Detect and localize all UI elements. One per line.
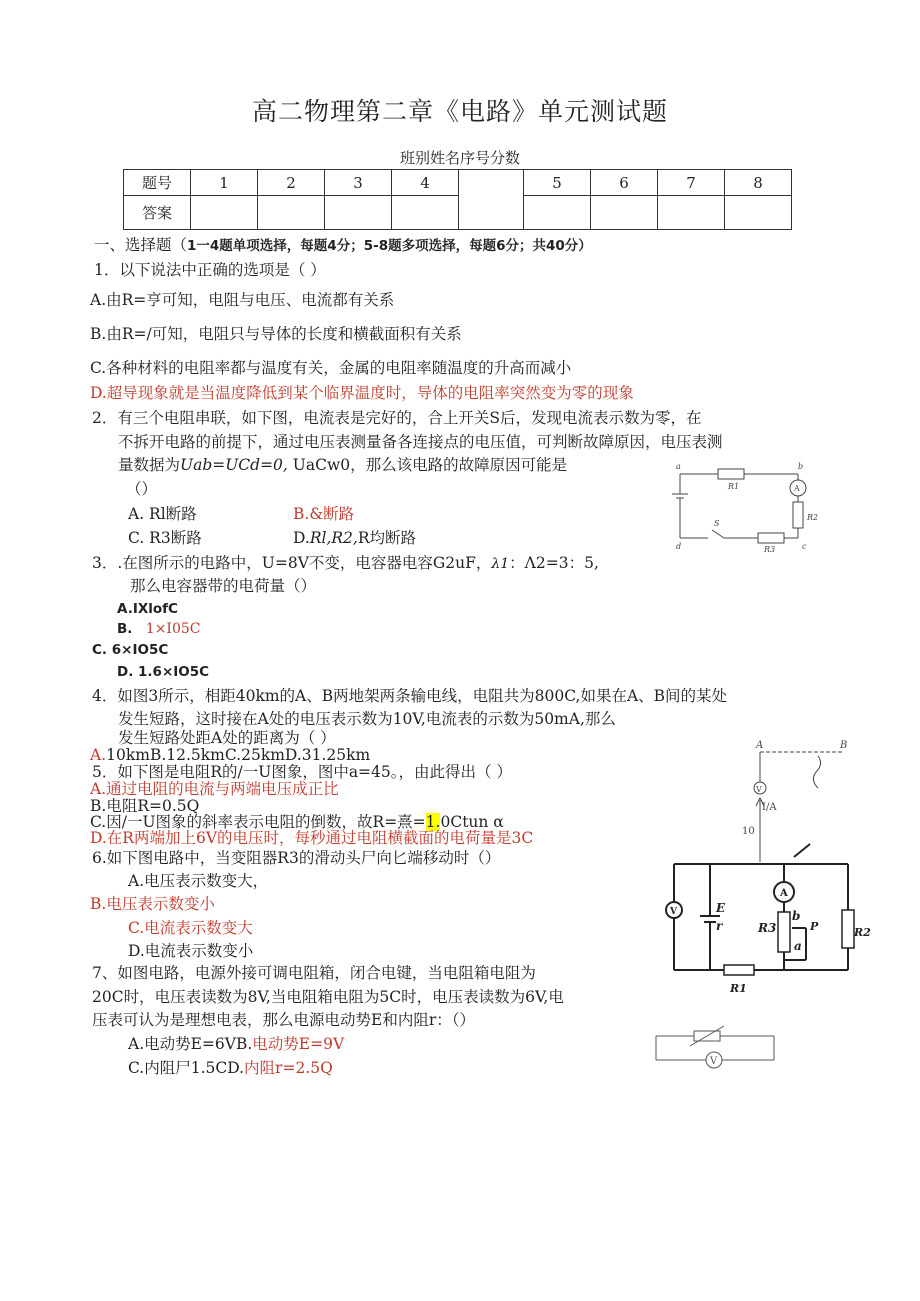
q1-option-a: A.由R=亨可知，电阻与电压、电流都有关系 — [90, 291, 395, 309]
q6-stem: 6.如下图电路中，当变阻器R3的滑动头尸向匕端移动时（） — [92, 849, 501, 867]
q3-option-a: A.IXlofC — [117, 601, 178, 617]
q7-line2: 20C时，电压表读数为8V,当电阻箱电阻为5C时，电压表读数为6V,电 — [92, 988, 564, 1006]
q6-option-d: D.电流表示数变小 — [128, 942, 254, 960]
answer-cell[interactable] — [658, 196, 725, 230]
section-heading: 一、选择题（1一4题单项选择，每题4分；5-8题多项选择，每题6分；共40分） — [94, 236, 592, 254]
q3-option-b: B. 1×I05C — [117, 621, 201, 637]
q6-option-a: A.电压表示数变大， — [128, 872, 269, 890]
question-number-cell: 8 — [725, 170, 792, 196]
table-row — [124, 196, 792, 230]
circuit-figure-4 — [650, 1020, 780, 1078]
axis-tick-10: 10 — [742, 826, 755, 837]
label-point-b: B — [840, 740, 848, 751]
answer-cell[interactable] — [591, 196, 658, 230]
q2-line1: 2．有三个电阻串联，如下图，电流表是完好的，合上开关S后，发现电流表示数为零，在 — [92, 409, 702, 427]
question-number-cell: 3 — [325, 170, 392, 196]
q7-line1: 7、如图电路，电源外接可调电阻箱，闭合电键，当电阻箱电阻为 — [92, 964, 536, 982]
label-slider-p: P — [810, 920, 819, 933]
circuit-figure-3 — [664, 852, 871, 998]
q2-option-c: C. R3断路 — [128, 529, 202, 547]
q3-option-d: D. 1.6×IO5C — [117, 664, 210, 680]
ammeter-icon: A — [794, 484, 800, 493]
table-row — [124, 170, 792, 196]
q6-option-b: B.电压表示数变小 — [90, 895, 215, 913]
q2-line2: 不拆开电路的前提下，通过电压表测量备各连接点的电压值，可判断故障原因，电压表测 — [118, 433, 723, 451]
q7-options-ab: A.电动势E=6VB.电动势E=9V — [128, 1035, 345, 1053]
label-point-a: A — [756, 740, 764, 751]
class-info-line: 班别姓名序号分数 — [399, 149, 520, 167]
answer-table — [123, 169, 792, 230]
answer-cell[interactable] — [524, 196, 591, 230]
q7-line3: 压表可认为是理想电表，那么电源电动势E和内阻r：（） — [92, 1011, 475, 1029]
question-number-cell: 5 — [524, 170, 591, 196]
q5-option-a: A.通过电阻的电流与两端电压成正比 — [90, 780, 339, 798]
q4-line3: 发生短路处距A处的距离为（ ） — [118, 729, 336, 747]
q5-option-d: D.在R两端加上6V的电压时，每秒通过电阻横截面的电荷量是3C — [90, 829, 534, 847]
label-r1: R1 — [728, 482, 740, 491]
empty-spacer-cell — [459, 170, 524, 230]
question-number-cell: 1 — [191, 170, 258, 196]
label-emf: E — [716, 901, 726, 915]
answer-cell[interactable] — [325, 196, 392, 230]
label-r1: R1 — [730, 982, 747, 995]
voltmeter-icon: V — [670, 907, 677, 917]
answer-cell[interactable] — [191, 196, 258, 230]
answer-cell[interactable] — [258, 196, 325, 230]
circuit-figure-1 — [668, 458, 828, 554]
label-c: c — [802, 542, 807, 551]
voltmeter-icon: V — [756, 785, 762, 794]
q4-line1: 4．如图3所示，相距40km的A、B两地架两条输电线，电阻共为800C,如果在A、B间的某处 — [92, 687, 728, 705]
q5-option-b: B.电阻R=0.5Q — [90, 797, 200, 815]
label-r2: R2 — [807, 513, 819, 522]
label-a-end: a — [794, 939, 802, 953]
q2-option-d: D.Rl,R2,R均断路 — [293, 529, 416, 547]
question-number-cell: 7 — [658, 170, 725, 196]
q3-line2: 那么电容器带的电荷量（） — [130, 577, 317, 595]
q5-option-c: C.因/一U图象的斜率表示电阻的倒数，故R=熹=1.0Ctun α — [90, 813, 504, 831]
q1-stem: 1．以下说法中正确的选项是（ ） — [94, 261, 326, 279]
q6-option-c: C.电流表示数变大 — [128, 919, 253, 937]
axis-label-current: I/A — [762, 802, 777, 813]
label-r3: R3 — [758, 921, 777, 935]
q2-option-b: B.&断路 — [293, 505, 355, 523]
row-label-answer: 答案 — [124, 196, 191, 230]
q2-paren: （） — [126, 480, 158, 498]
row-label-number: 题号 — [124, 170, 191, 196]
q1-option-c: C.各种材料的电阻率都与温度有关，金属的电阻率随温度的升高而减小 — [90, 359, 572, 377]
q7-options-cd: C.内阻尸1.5CD.内阻r=2.5Q — [128, 1059, 333, 1077]
q1-option-d: D.超导现象就是当温度降低到某个临界温度时，导体的电阻率突然变为零的现象 — [90, 384, 634, 402]
q4-options: A.10kmB.12.5kmC.25kmD.31.25km — [90, 746, 371, 764]
page-title: 高二物理第二章《电路》单元测试题 — [251, 97, 668, 126]
label-a: a — [676, 462, 681, 471]
label-b-end: b — [792, 909, 801, 923]
label-r3: R3 — [764, 545, 776, 554]
q4-line2: 发生短路，这时接在A处的电压表示数为10V,电流表的示数为50mA,那么 — [118, 710, 616, 728]
label-s: S — [714, 519, 720, 528]
q3-line1: 3．.在图所示的电路中，U=8V不变，电容器电容G2uF，λ1：Λ2=3：5, — [92, 554, 599, 572]
q5-stem: 5．如下图是电阻R的/一U图象，图中a=45。，由此得出（ ） — [92, 763, 512, 781]
q1-option-b: B.由R=/可知，电阻只与导体的长度和横截面积有关系 — [90, 325, 462, 343]
question-number-cell: 6 — [591, 170, 658, 196]
voltmeter-icon: V — [710, 1056, 718, 1067]
question-number-cell: 4 — [392, 170, 459, 196]
label-b: b — [798, 462, 804, 471]
q2-line3: 量数据为Uab=UCd=0, UaCw0，那么该电路的故障原因可能是 — [118, 456, 568, 474]
q3-option-c: C. 6×IO5C — [92, 642, 169, 658]
transmission-line-figure — [740, 738, 860, 863]
label-r2: R2 — [854, 926, 871, 939]
answer-cell[interactable] — [725, 196, 792, 230]
label-d: d — [676, 542, 682, 551]
q2-option-a: A. Rl断路 — [128, 505, 197, 523]
answer-cell[interactable] — [392, 196, 459, 230]
ammeter-icon: A — [780, 888, 788, 899]
question-number-cell: 2 — [258, 170, 325, 196]
label-internal-r: r — [716, 919, 723, 933]
